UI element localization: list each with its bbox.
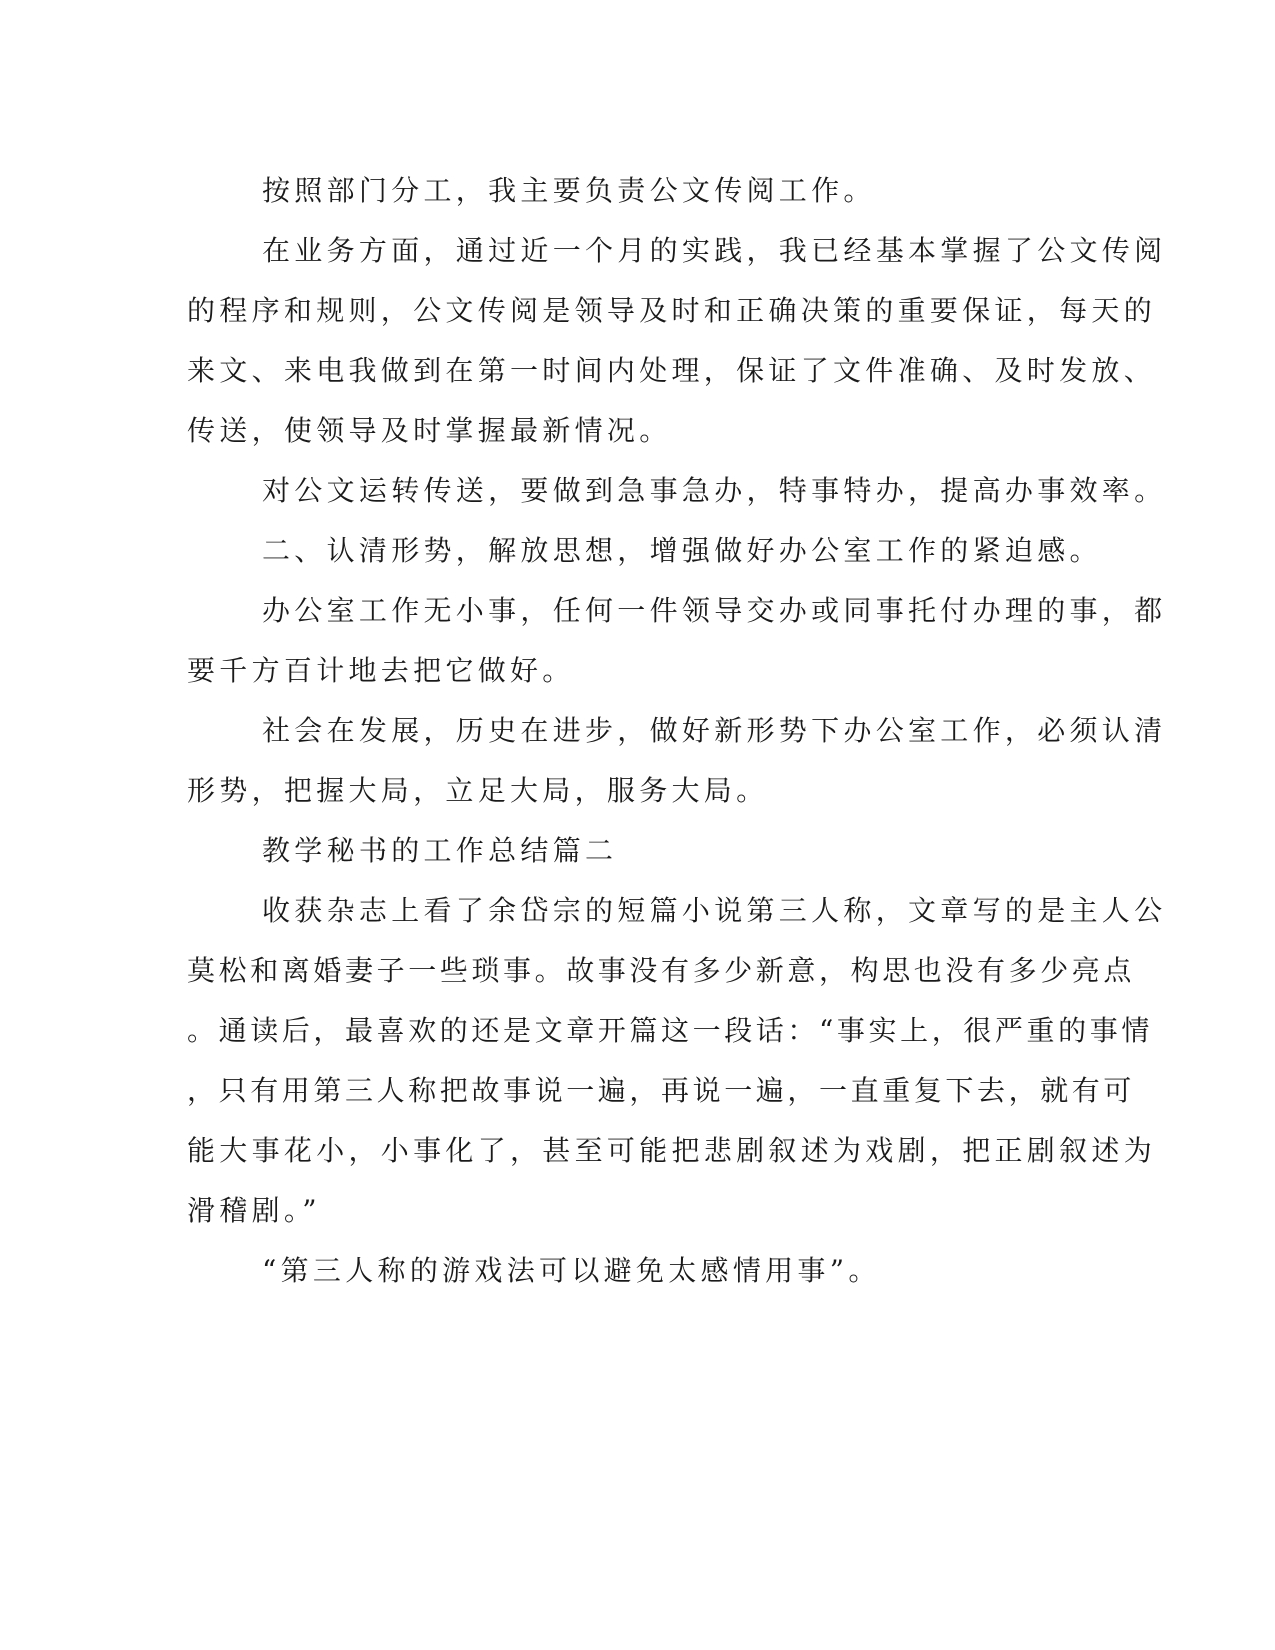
text-line: 。通读后，最喜欢的还是文章开篇这一段话：“事实上，很严重的事情: [187, 1014, 1153, 1047]
text-line: “第三人称的游戏法可以避免太感情用事”。: [262, 1254, 881, 1287]
text-line: 对公文运转传送，要做到急事急办，特事特办，提高办事效率。: [262, 474, 1167, 507]
text-line: ，只有用第三人称把故事说一遍，再说一遍，一直重复下去，就有可: [187, 1074, 1136, 1107]
text-line: 能大事花小，小事化了，甚至可能把悲剧叙述为戏剧，把正剧叙述为: [187, 1134, 1157, 1167]
text-line: 在业务方面，通过近一个月的实践，我已经基本掌握了公文传阅: [262, 234, 1167, 267]
text-line: 的程序和规则，公文传阅是领导及时和正确决策的重要保证，每天的: [187, 294, 1157, 327]
text-line: 莫松和离婚妻子一些琐事。故事没有多少新意，构思也没有多少亮点: [187, 954, 1136, 987]
text-line: 滑稽剧。”: [187, 1194, 321, 1227]
text-line: 来文、来电我做到在第一时间内处理，保证了文件准确、及时发放、: [187, 354, 1157, 387]
document-body: [187, 161, 1167, 1301]
text-line: 传送，使领导及时掌握最新情况。: [187, 414, 672, 447]
text-line: 要千方百计地去把它做好。: [187, 654, 575, 687]
text-line: 社会在发展，历史在进步，做好新形势下办公室工作，必须认清: [262, 714, 1167, 747]
text-line: 收获杂志上看了余岱宗的短篇小说第三人称，文章写的是主人公: [262, 894, 1167, 927]
text-line: 按照部门分工，我主要负责公文传阅工作。: [262, 174, 876, 207]
section-heading: 二、认清形势，解放思想，增强做好办公室工作的紧迫感。: [262, 534, 1102, 567]
text-line: 形势，把握大局，立足大局，服务大局。: [187, 774, 769, 807]
article-title: 教学秘书的工作总结篇二: [262, 834, 618, 867]
text-line: 办公室工作无小事，任何一件领导交办或同事托付办理的事，都: [262, 594, 1167, 627]
